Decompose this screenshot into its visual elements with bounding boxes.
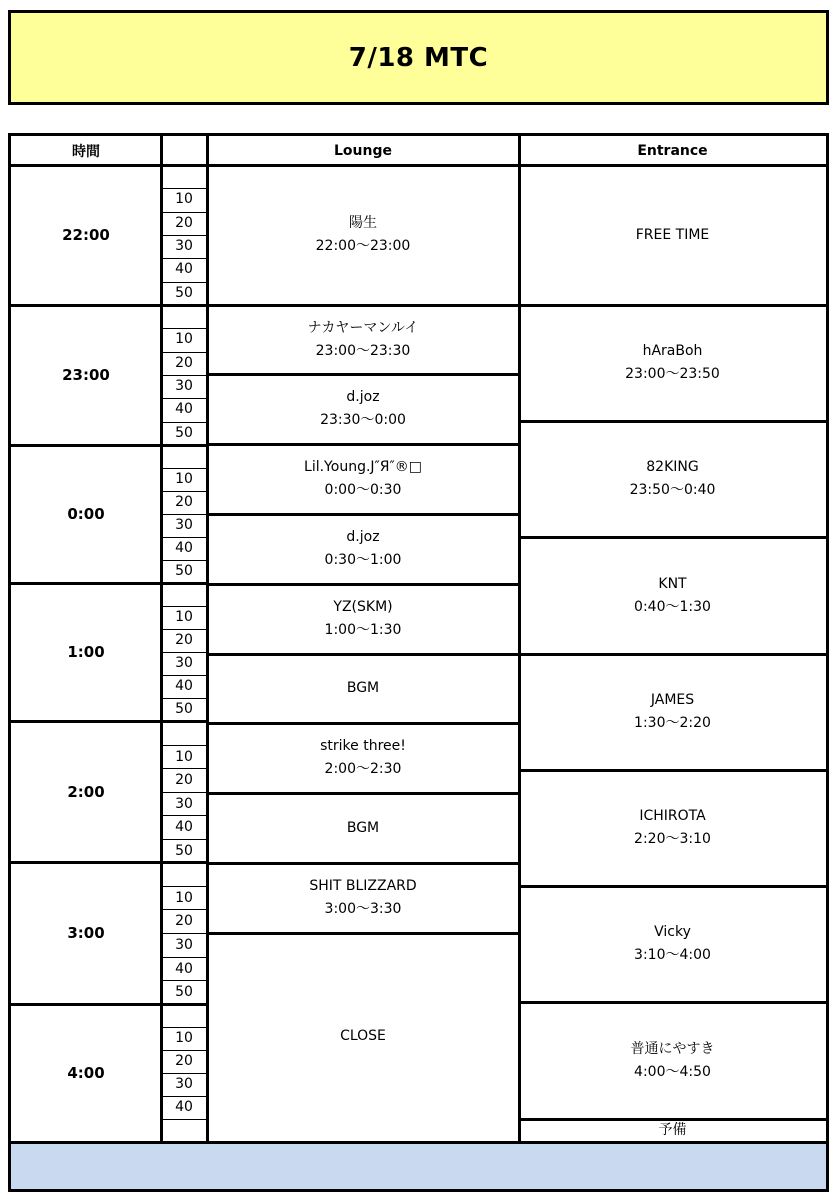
minute-mark: 20 bbox=[175, 215, 193, 231]
row-divider bbox=[11, 582, 207, 585]
row-divider bbox=[11, 861, 207, 864]
slot-time: 23:50～0:40 bbox=[629, 482, 716, 498]
entrance-slot bbox=[519, 1119, 826, 1142]
performer-name: d.joz bbox=[346, 389, 380, 405]
lounge-slot bbox=[207, 933, 519, 1142]
performer-name: strike three! bbox=[320, 738, 406, 754]
performer-name: 陽生 bbox=[349, 215, 377, 231]
header-time: 時間 bbox=[72, 143, 100, 160]
performer-name: 82KING bbox=[646, 459, 699, 475]
lounge-slot bbox=[207, 444, 519, 514]
minute-mark: 10 bbox=[175, 331, 193, 347]
slot-time: 1:30～2:20 bbox=[634, 715, 711, 731]
lounge-slot bbox=[207, 165, 519, 305]
minute-mark: 10 bbox=[175, 890, 193, 906]
performer-name: KNT bbox=[658, 575, 687, 592]
minute-mark: 20 bbox=[175, 494, 193, 510]
minute-mark: 30 bbox=[175, 378, 193, 394]
performer-name: 普通にやすき bbox=[630, 1040, 715, 1057]
entrance-slot bbox=[519, 165, 826, 305]
minute-mark: 40 bbox=[175, 540, 193, 556]
lounge-slot bbox=[207, 514, 519, 584]
hour-label: 3:00 bbox=[67, 924, 105, 942]
minute-mark: 40 bbox=[175, 401, 193, 417]
performer-name: d.joz bbox=[346, 529, 380, 545]
slot-time: 22:00～23:00 bbox=[315, 238, 411, 254]
row-divider bbox=[11, 1003, 207, 1006]
minute-mark: 20 bbox=[175, 1053, 193, 1069]
minute-mark: 30 bbox=[175, 937, 193, 953]
row-divider bbox=[11, 720, 207, 723]
minute-mark: 30 bbox=[175, 238, 193, 254]
minute-mark: 10 bbox=[175, 609, 193, 625]
minute-mark: 40 bbox=[175, 678, 193, 694]
minute-mark: 40 bbox=[175, 261, 193, 277]
performer-name: FREE TIME bbox=[635, 226, 710, 243]
header-entrance: Entrance bbox=[637, 142, 708, 159]
minute-mark: 20 bbox=[175, 355, 193, 371]
slot-time: 3:10～4:00 bbox=[634, 947, 711, 963]
performer-name: Vicky bbox=[654, 924, 691, 940]
title-banner bbox=[8, 10, 829, 105]
minute-mark: 40 bbox=[175, 1099, 193, 1115]
minute-mark: 40 bbox=[175, 961, 193, 977]
minute-mark: 10 bbox=[175, 749, 193, 765]
performer-name: Lil.Young.J″Я″®□ bbox=[304, 459, 422, 475]
entrance-slot bbox=[519, 537, 826, 654]
minute-mark: 50 bbox=[175, 701, 193, 717]
minute-mark: 50 bbox=[175, 563, 193, 579]
hour-label: 0:00 bbox=[67, 505, 105, 523]
slot-time: 3:00～3:30 bbox=[324, 901, 402, 917]
performer-name: 予備 bbox=[658, 1122, 687, 1138]
lounge-slot bbox=[207, 374, 519, 444]
performer-name: hAraBoh bbox=[642, 343, 703, 359]
performer-name: ナカヤーマンルイ bbox=[307, 319, 419, 336]
performer-name: CLOSE bbox=[340, 1028, 386, 1044]
minute-mark: 20 bbox=[175, 632, 193, 648]
slot-time: 4:00～4:50 bbox=[634, 1063, 711, 1080]
row-divider bbox=[161, 1119, 207, 1120]
lounge-slot bbox=[207, 863, 519, 933]
page-title: 7/18 MTC bbox=[348, 42, 489, 73]
minute-mark: 50 bbox=[175, 285, 193, 301]
slot-time: 23:00～23:50 bbox=[625, 366, 720, 382]
performer-name: YZ(SKM) bbox=[333, 599, 393, 615]
hour-label: 4:00 bbox=[67, 1064, 105, 1082]
hour-label: 23:00 bbox=[62, 366, 110, 384]
entrance-slot bbox=[519, 770, 826, 886]
hour-label: 22:00 bbox=[62, 226, 110, 244]
minute-mark: 30 bbox=[175, 517, 193, 533]
lounge-slot bbox=[207, 793, 519, 863]
slot-time: 23:00～23:30 bbox=[315, 342, 411, 359]
hour-label: 1:00 bbox=[67, 643, 105, 661]
hour-label: 2:00 bbox=[67, 782, 105, 801]
minute-mark: 30 bbox=[175, 655, 193, 671]
footer-band bbox=[11, 1143, 826, 1189]
minute-mark: 50 bbox=[175, 425, 193, 441]
performer-name: ICHIROTA bbox=[639, 808, 706, 824]
minute-mark: 50 bbox=[175, 843, 193, 859]
header-lounge: Lounge bbox=[334, 142, 392, 159]
minute-mark: 30 bbox=[175, 796, 193, 812]
minute-mark: 10 bbox=[175, 1030, 193, 1046]
entrance-slot bbox=[519, 654, 826, 770]
entrance-slot bbox=[519, 886, 826, 1002]
entrance-slot bbox=[519, 421, 826, 537]
slot-time: 0:40～1:30 bbox=[634, 598, 711, 615]
entrance-slot bbox=[519, 305, 826, 421]
slot-time: 2:20～3:10 bbox=[634, 831, 711, 847]
row-divider bbox=[11, 304, 207, 307]
minute-mark: 50 bbox=[175, 984, 193, 1000]
minute-mark: 30 bbox=[175, 1076, 193, 1092]
header-minutes bbox=[161, 136, 207, 165]
lounge-slot bbox=[207, 305, 519, 374]
lounge-slot bbox=[207, 723, 519, 793]
minute-mark: 10 bbox=[175, 191, 193, 207]
slot-time: 0:30～1:00 bbox=[324, 552, 402, 568]
lounge-slot bbox=[207, 654, 519, 723]
slot-time: 2:00～2:30 bbox=[324, 761, 402, 777]
performer-name: BGM bbox=[346, 819, 380, 836]
entrance-slot bbox=[519, 1002, 826, 1119]
minute-mark: 20 bbox=[175, 772, 193, 788]
row-divider bbox=[11, 444, 207, 447]
lounge-slot bbox=[207, 584, 519, 654]
minute-mark: 20 bbox=[175, 913, 193, 929]
performer-name: SHIT BLIZZARD bbox=[309, 878, 417, 894]
minute-mark: 40 bbox=[175, 819, 193, 835]
performer-name: JAMES bbox=[650, 692, 695, 708]
minute-mark: 10 bbox=[175, 471, 193, 487]
slot-time: 23:30～0:00 bbox=[320, 412, 406, 428]
performer-name: BGM bbox=[346, 680, 380, 696]
slot-time: 0:00～0:30 bbox=[324, 482, 402, 498]
slot-time: 1:00～1:30 bbox=[324, 622, 402, 638]
